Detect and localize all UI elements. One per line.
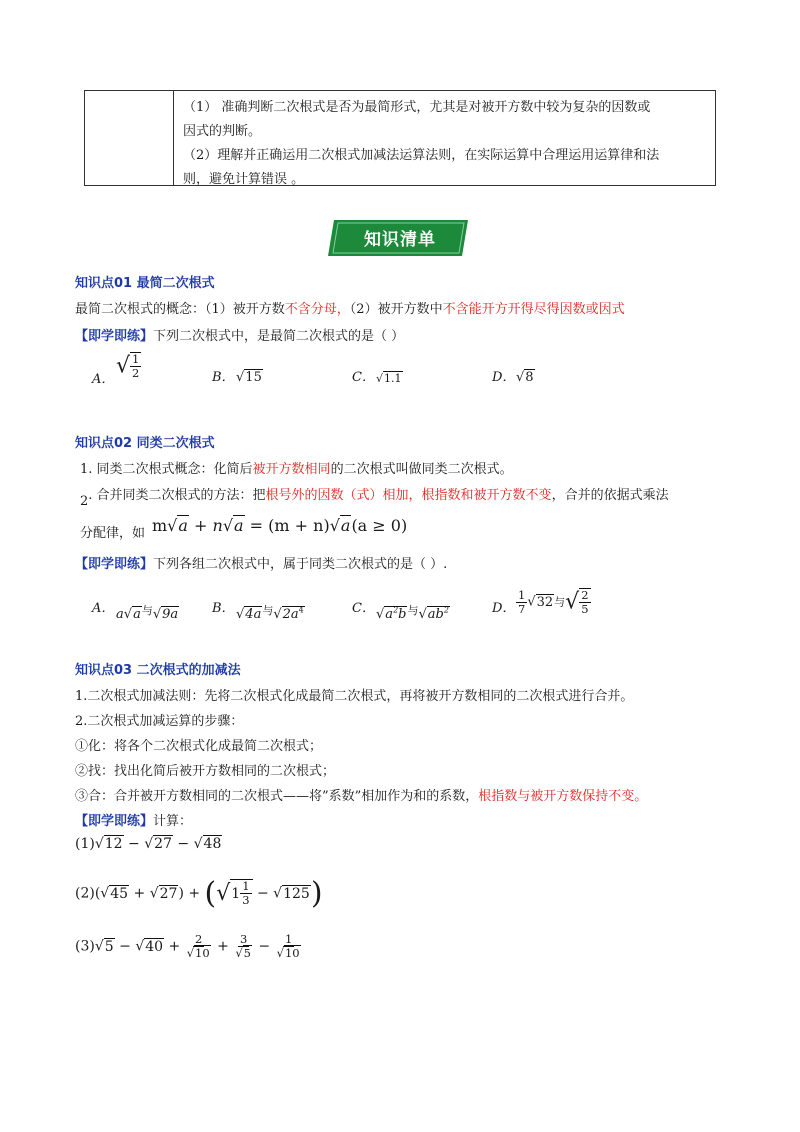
problem-3: (3)√5 − √40 + $\frac{2}{√10}$ + $\frac{3}{√5}$ − $\frac{1}{√10}$ (75, 932, 300, 960)
option-label: D． (492, 370, 516, 385)
practice-line-2 (75, 553, 447, 572)
goals-line: 因式的判断。 (183, 124, 262, 139)
concept-text: （2）被开方数中 (349, 302, 443, 317)
step-1: ①化：将各个二次根式化成最简二次根式； (75, 739, 323, 754)
concept-highlight: 不含能开方开得尽得因数或因式 (442, 302, 625, 317)
option-label: D． (492, 601, 516, 616)
banner-title: 知识清单 (364, 230, 436, 250)
practice-tag: 【即学即练】 (75, 557, 154, 572)
practice-line-3 (75, 810, 192, 829)
option-2c-expr: $√a^2b^与√ab^2$ (376, 604, 449, 622)
option-label: C． (352, 601, 375, 616)
goals-line: （1） 准确判断二次根式是否为最简形式，尤其是对被开方数中较为复杂的因数或 (183, 100, 651, 115)
practice-line-1 (75, 325, 404, 344)
option-b-radical: √15 (236, 370, 262, 385)
table-divider (173, 91, 174, 185)
option-d-radical: √8 (516, 370, 534, 385)
step-highlight: 根指数与被开方数保持不变。 (478, 789, 648, 804)
step-2: ②找：找出化简后被开方数相同的二次根式； (75, 764, 336, 779)
radicand: 15 (245, 370, 262, 385)
option-label: A． (92, 601, 115, 616)
option-2d (492, 597, 515, 616)
item-text: ，合并的依据式乘法 (551, 488, 669, 503)
option-a (92, 368, 114, 387)
item-text: 1. 同类二次根式概念：化简后 (80, 462, 253, 477)
item-1 (80, 458, 513, 477)
option-2d-expr: $\frac{1}{7}$ √32与√ $\frac{2}{5}$ (518, 587, 589, 616)
option-label: B． (212, 370, 235, 385)
option-a-radical: √ $\frac{1}{2}$ (116, 352, 140, 380)
step-3 (75, 785, 647, 804)
practice-text: 下列各组二次根式中，属于同类二次根式的是（ ）. (153, 557, 448, 572)
goals-cell (183, 96, 701, 192)
option-c-radical: √1.1 (376, 372, 402, 385)
problem-1: (1)√12 − √27 − √48 (75, 836, 222, 852)
option-label: B． (212, 601, 235, 616)
option-c (352, 366, 375, 385)
item-number: 2 (80, 494, 89, 509)
practice-text: 计算： (153, 814, 193, 829)
practice-text: 下列二次根式中，是最简二次根式的是（ ） (153, 329, 405, 344)
section-heading-3: 知识点03 二次根式的加减法 (75, 663, 241, 678)
item-text: . 合并同类二次根式的方法：把 (88, 488, 266, 503)
item-text: 的二次根式叫做同类二次根式。 (330, 462, 513, 477)
option-d (492, 366, 515, 385)
rule-line: 1.二次根式加减法则：先将二次根式化成最简二次根式，再将被开方数相同的二次根式进行合并。 (75, 689, 634, 704)
goals-table (84, 90, 716, 186)
section-heading-1: 知识点01 最简二次根式 (75, 276, 215, 291)
concept-text: 最简二次根式的概念：（1）被开方数 (75, 302, 285, 317)
frac-den: 2 (132, 366, 140, 380)
option-2a (92, 597, 114, 616)
radicand: 8 (525, 370, 534, 385)
concept-highlight: 不含分母， (284, 302, 350, 317)
practice-tag: 【即学即练】 (75, 329, 154, 344)
goals-line: （2）理解并正确运用二次根式加减法运算法则，在实际运算中合理运用运算律和法 (183, 148, 660, 163)
problem-2: (2)(√45 + √27) + (√ 1 $\frac{1}{3}$ − √125) (75, 876, 323, 911)
option-2b (212, 597, 235, 616)
item-2 (80, 484, 669, 509)
steps-title: 2.二次根式加减运算的步骤： (75, 714, 244, 729)
option-2b-expr: $√4a^与√2a^4$ (236, 604, 304, 622)
goals-line: 则，避免计算错误 。 (183, 172, 305, 187)
step-text: ③合：合并被开方数相同的二次根式——将”系数”相加作为和的系数， (75, 789, 479, 804)
concept-line-1 (75, 298, 625, 317)
option-label: A． (92, 372, 115, 387)
item-highlight: 被开方数相同 (252, 462, 331, 477)
item-highlight: 根号外的因数（式）相加，根指数和被开方数不变 (265, 488, 552, 503)
frac-num: 1 (132, 352, 140, 366)
option-label: C． (352, 370, 375, 385)
item-text: 分配律，如 (80, 526, 146, 541)
option-2c (352, 597, 375, 616)
section-heading-2: 知识点02 同类二次根式 (75, 436, 215, 451)
option-b (212, 366, 235, 385)
option-2a-expr: $a√a^与√9a$ (116, 604, 179, 622)
practice-tag: 【即学即练】 (75, 814, 154, 829)
item-2-cont (80, 522, 145, 541)
distributive-formula: m√a + n√a = (m + n)√a(a ≥ 0) (152, 516, 408, 535)
radicand: 1.1 (384, 372, 402, 385)
